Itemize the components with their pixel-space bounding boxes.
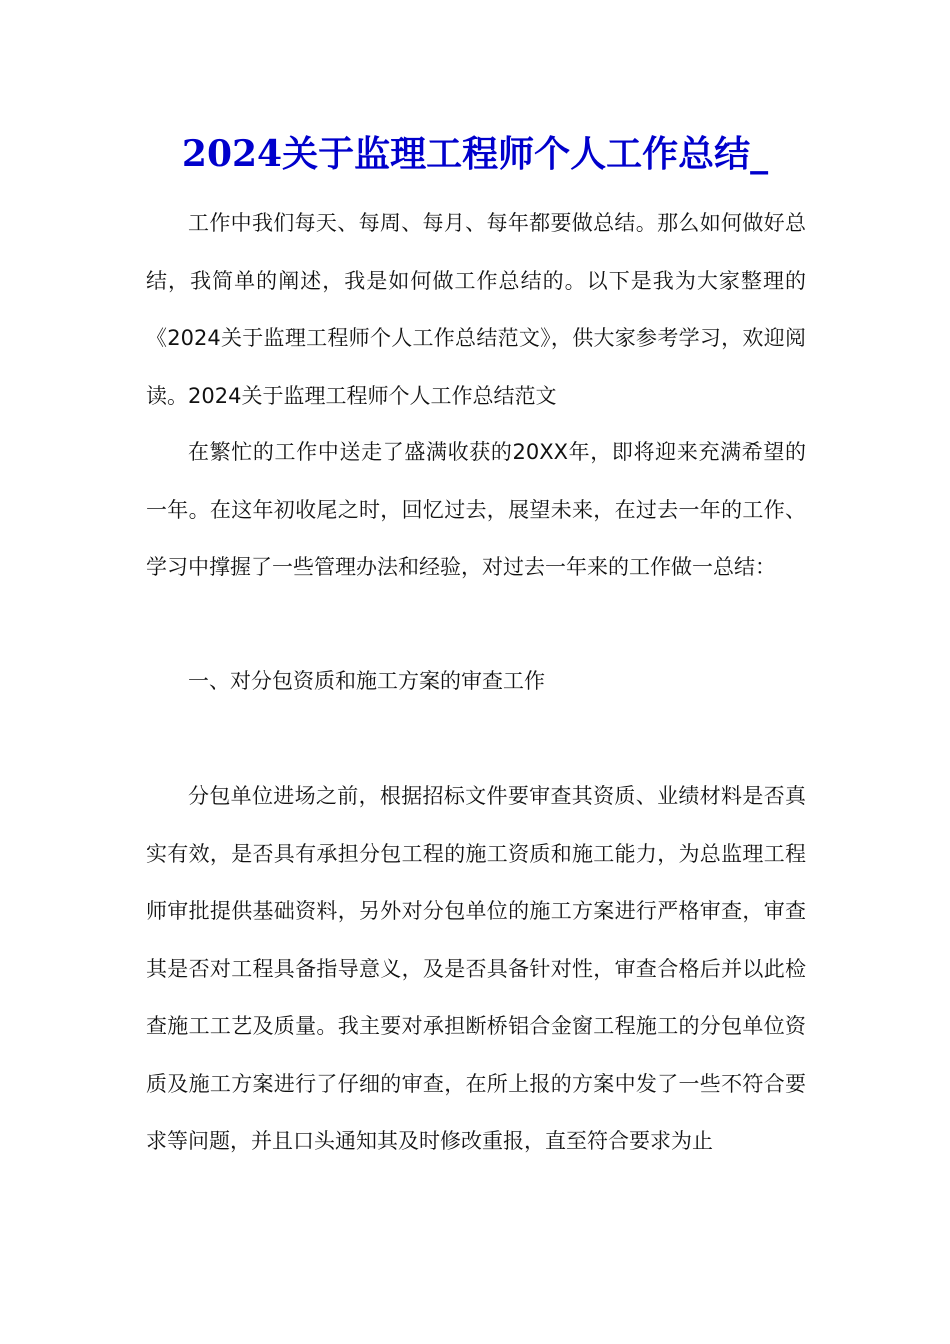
paragraph-intro: 工作中我们每天、每周、每月、每年都要做总结。那么如何做好总结，我简单的阐述，我是如何做工作总结的。以下是我为大家整理的《2024关于监理工程师个人工作总结范文》，供大家参考学习，欢迎阅读。2024关于监理工程师个人工作总结范文 <box>146 211 806 408</box>
paragraph-summary-opening: 在繁忙的工作中送走了盛满收获的20XX年，即将迎来充满希望的一年。在这年初收尾之时，回忆过去，展望未来，在过去一年的工作、学习中撑握了一些管理办法和经验，对过去一年来的工作做一总结： <box>146 440 806 579</box>
document-title: 2024关于监理工程师个人工作总结_ <box>181 133 769 175</box>
paragraph-subcontract-review: 分包单位进场之前，根据招标文件要审查其资质、业绩材料是否真实有效，是否具有承担分包工程的施工资质和施工能力，为总监理工程师审批提供基础资料，另外对分包单位的施工方案进行严格审查，审查其是否对工程具备指导意义，及是否具备针对性，审查合格后并以此检查施工工艺及质量。我主要对承担断桥铝合金窗工程施工的分包单位资质及施工方案进行了仔细的审查，在所上报的方案中发了一些不符合要求等问题，并且口头通知其及时修改重报，直至符合要求为止 <box>146 784 806 1153</box>
section-heading-subcontract-review: 一、对分包资质和施工方案的审查工作 <box>188 669 545 693</box>
